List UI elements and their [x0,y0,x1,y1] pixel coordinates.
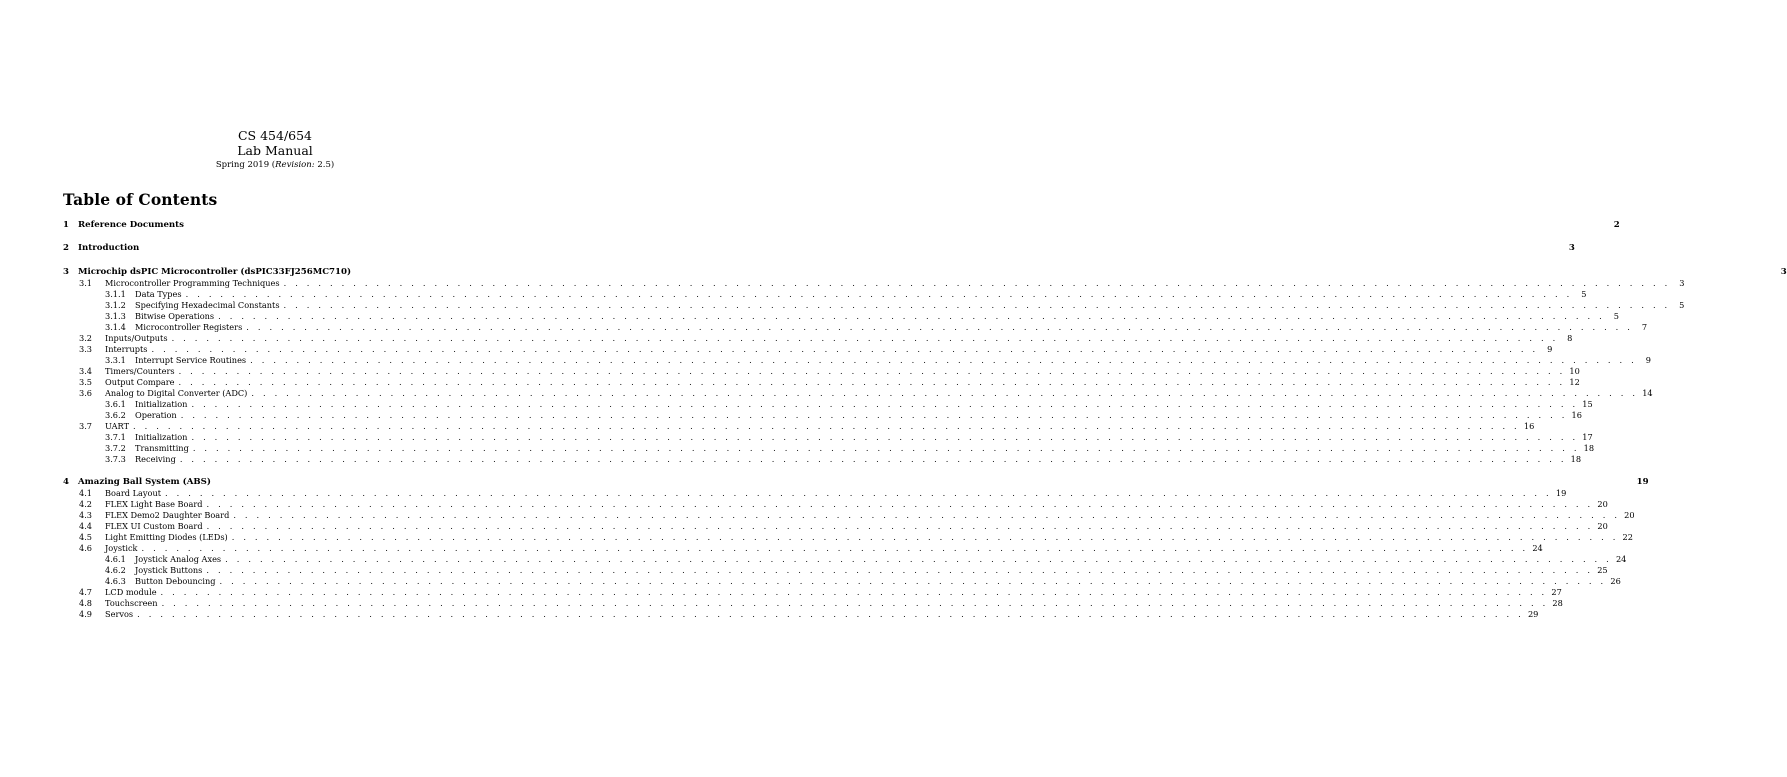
semester-text: Spring 2019 ( [215,160,276,170]
toc-entry-number: 4.2 [79,499,93,509]
toc-entry-page: 16 [1523,420,1535,431]
toc-leader-dots: . . . . . . . . . . . . . . . . . . . . . . . . . . . . . . . . . . . . . . . . . . . . . . . . . . . . . . . . . . . . . . . . . . . . . . . . . . . . . . . . . . . . . . . . . . . . . . . . . . . . . . . . . . . . . . . . . . . . . . . . [283,277,1671,288]
toc-entry-title: Specifying Hexadecimal Constants [135,299,280,310]
toc-entry-page: 7 [1641,321,1648,332]
toc-entry-number: 4.8 [79,598,93,608]
toc-entry-title: FLEX Light Base Board [105,499,203,509]
toc-entry-number: 3.6.2 [105,409,126,420]
toc-entry-page: 19 [1636,477,1649,487]
toc-leader-dots: . . . . . . . . . . . . . . . . . . . . . . . . . . . . . . . . . . . . . . . . . . . . . . . . . . . . . . . . . . . . . . . . . . . . . . . . . . . . . . . . . . . . . . . . . . . . . . . . . . . . . . . . . . . . . . . . . . . . . . . . [206,499,1594,509]
toc-leader-dots: . . . . . . . . . . . . . . . . . . . . . . . . . . . . . . . . . . . . . . . . . . . . . . . . . . . . . . . . . . . . . . . . . . . . . . . . . . . . . . . . . . . . . . . . . . . . . . . . . . . . . . . . . . . . . . . . . . . . . . . . [219,576,1607,586]
toc-entry-title: Light Emitting Diodes (LEDs) [105,532,228,542]
toc-leader-dots: . . . . . . . . . . . . . . . . . . . . . . . . . . . . . . . . . . . . . . . . . . . . . . . . . . . . . . . . . . . . . . . . . . . . . . . . . . . . . . . . . . . . . . . . . . . . . . . . . . . . . . . . . . . . . . . . . . . . . . . . [178,376,1566,387]
toc-entry-page: 18 [1583,442,1595,453]
toc-entry-number: 4.7 [79,587,93,597]
toc-entry-number: 3.6 [79,387,93,398]
toc-entry-page: 19 [1555,488,1567,498]
toc-entry-page: 9 [1645,354,1651,365]
toc-entry-number: 4.6.3 [105,576,126,586]
toc-leader-dots: . . . . . . . . . . . . . . . . . . . . . . . . . . . . . . . . . . . . . . . . . . . . . . . . . . . . . . . . . . . . . . . . . . . . . . . . . . . . . . . . . . . . . . . . . . . . . . . . . . . . . . . . . . . . . . . . . . . . . . . . [246,321,1634,332]
toc-entry-page: 24 [1532,543,1543,553]
toc-leader-dots: . . . . . . . . . . . . . . . . . . . . . . . . . . . . . . . . . . . . . . . . . . . . . . . . . . . . . . . . . . . . . . . . . . . . . . . . . . . . . . . . . . . . . . . . . . . . . . . . . . . . . . . . . . . . . . . . . . . . . . . . [133,420,1520,431]
toc-entry-number: 4 [63,477,69,487]
toc-entry-page: 8 [1567,332,1573,343]
toc-leader-dots: . . . . . . . . . . . . . . . . . . . . . . . . . . . . . . . . . . . . . . . . . . . . . . . . . . . . . . . . . . . . . . . . . . . . . . . . . . . . . . . . . . . . . . . . . . . . . . . . . . . . . . . . . . . . . . . . . . . . . . . . [225,554,1612,564]
toc-leader-dots: . . . . . . . . . . . . . . . . . . . . . . . . . . . . . . . . . . . . . . . . . . . . . . . . . . . . . . . . . . . . . . . . . . . . . . . . . . . . . . . . . . . . . . . . . . . . . . . . . . . . . . . . . . . . . . . . . . . . . . . . [192,442,1580,453]
toc-leader-dots: . . . . . . . . . . . . . . . . . . . . . . . . . . . . . . . . . . . . . . . . . . . . . . . . . . . . . . . . . . . . . . . . . . . . . . . . . . . . . . . . . . . . . . . . . . . . . . . . . . . . . . . . . . . . . . . . . . . . . . . . [283,299,1671,310]
toc-entry-number: 3.5 [79,376,93,387]
toc-entry-page: 20 [1624,510,1635,520]
toc-entry-title: Initialization [135,431,188,442]
toc-leader-dots: . . . . . . . . . . . . . . . . . . . . . . . . . . . . . . . . . . . . . . . . . . . . . . . . . . . . . . . . . . . . . . . . . . . . . . . . . . . . . . . . . . . . . . . . . . . . . . . . . . . . . . . . . . . . . . . . . . . . . . . . [151,343,1539,354]
toc-entry-title: Inputs/Outputs [105,332,168,343]
toc-entry-page: 5 [1581,288,1587,299]
toc-entry-page: 27 [1551,587,1562,597]
toc-entry-title: FLEX UI Custom Board [105,521,203,531]
toc-leader-dots: . . . . . . . . . . . . . . . . . . . . . . . . . . . . . . . . . . . . . . . . . . . . . . . . . . . . . . . . . . . . . . . . . . . . . . . . . . . . . . . . . . . . . . . . . . . . . . . . . . . . . . . . . . . . . . . . . . . . . . . . [171,332,1559,343]
toc-entry-title: Interrupts [105,343,148,354]
toc-entry-page: 18 [1570,453,1582,464]
toc-leader-dots: . . . . . . . . . . . . . . . . . . . . . . . . . . . . . . . . . . . . . . . . . . . . . . . . . . . . . . . . . . . . . . . . . . . . . . . . . . . . . . . . . . . . . . . . . . . . . . . . . . . . . . . . . . . . . . . . . . . . . . . . [191,398,1579,409]
toc-leader-dots: . . . . . . . . . . . . . . . . . . . . . . . . . . . . . . . . . . . . . . . . . . . . . . . . . . . . . . . . . . . . . . . . . . . . . . . . . . . . . . . . . . . . . . . . . . . . . . . . . . . . . . . . . . . . . . . . . . . . . . . . [161,598,1549,608]
toc-entry-page: 25 [1597,565,1608,575]
toc-entry-title: Joystick Buttons [135,565,203,575]
toc-entry-number: 3.4 [79,365,93,376]
toc-entry-page: 26 [1610,576,1621,586]
toc-entry-title: FLEX Demo2 Daughter Board [105,510,230,520]
toc-entry-title: Bitwise Operations [135,310,215,321]
toc-entry-number: 4.5 [79,532,93,542]
toc-entry-title: Microchip dsPIC Microcontroller (dsPIC33FJ256MC710) [78,266,352,277]
toc-leader-dots: . . . . . . . . . . . . . . . . . . . . . . . . . . . . . . . . . . . . . . . . . . . . . . . . . . . . . . . . . . . . . . . . . . . . . . . . . . . . . . . . . . . . . . . . . . . . . . . . . . . . . . . . . . . . . . . . . . . . . . . . [180,409,1568,420]
toc-entry-page: 15 [1582,398,1593,409]
toc-entry-title: LCD module [105,587,157,597]
toc-leader-dots: . . . . . . . . . . . . . . . . . . . . . . . . . . . . . . . . . . . . . . . . . . . . . . . . . . . . . . . . . . . . . . . . . . . . . . . . . . . . . . . . . . . . . . . . . . . . . . . . . . . . . . . . . . . . . . . . . . . . . . . . [137,609,1524,619]
toc-entry-page: 3 [1679,277,1685,288]
toc-leader-dots: . . . . . . . . . . . . . . . . . . . . . . . . . . . . . . . . . . . . . . . . . . . . . . . . . . . . . . . . . . . . . . . . . . . . . . . . . . . . . . . . . . . . . . . . . . . . . . . . . . . . . . . . . . . . . . . . . . . . . . . . [218,310,1605,321]
toc-entry-title: UART [105,420,130,431]
toc-entry-page: 20 [1597,521,1608,531]
toc-entry[interactable] [63,453,1582,465]
toc-leader-dots: . . . . . . . . . . . . . . . . . . . . . . . . . . . . . . . . . . . . . . . . . . . . . . . . . . . . . . . . . . . . . . . . . . . . . . . . . . . . . . . . . . . . . . . . . . . . . . . . . . . . . . . . . . . . . . . . . . . . . . . . [231,532,1619,542]
toc-entry-page: 14 [1642,387,1653,398]
toc-entry-title: Microcontroller Programming Techniques [105,277,280,288]
toc-entry-title: Touchscreen [105,598,158,608]
toc-entry-title: Output Compare [105,376,175,387]
toc-leader-dots: . . . . . . . . . . . . . . . . . . . . . . . . . . . . . . . . . . . . . . . . . . . . . . . . . . . . . . . . . . . . . . . . . . . . . . . . . . . . . . . . . . . . . . . . . . . . . . . . . . . . . . . . . . . . . . . . . . . . . . . . [141,543,1529,553]
toc-entry-page: 3 [1780,266,1787,277]
toc-leader-dots: . . . . . . . . . . . . . . . . . . . . . . . . . . . . . . . . . . . . . . . . . . . . . . . . . . . . . . . . . . . . . . . . . . . . . . . . . . . . . . . . . . . . . . . . . . . . . . . . . . . . . . . . . . . . . . . . . . . . . . . . [206,521,1594,531]
toc-entry-number: 3.7.3 [105,453,126,464]
toc-entry-title: Data Types [135,288,182,299]
toc-entry-number: 4.4 [79,521,93,531]
toc-entry-number: 3 [63,266,69,277]
toc-entry-number: 4.6.2 [105,565,126,575]
toc-entry-number: 3.1.1 [105,288,126,299]
toc-entry-title: Initialization [135,398,188,409]
toc-entry-title: Amazing Ball System (ABS) [78,477,211,487]
toc-heading: Table of Contents [63,190,218,209]
toc-entry-page: 3 [1568,243,1575,253]
toc-entry-page: 5 [1613,310,1619,321]
toc-entry-number: 3.1 [79,277,93,288]
toc-entry-number: 2 [63,243,69,253]
toc-entry-number: 4.6.1 [105,554,126,564]
toc-leader-dots: . . . . . . . . . . . . . . . . . . . . . . . . . . . . . . . . . . . . . . . . . . . . . . . . . . . . . . . . . . . . . . . . . . . . . . . . . . . . . . . . . . . . . . . . . . . . . . . . . . . . . . . . . . . . . . . . . . . . . . . . [191,431,1579,442]
toc-entry-number: 3.6.1 [105,398,126,409]
toc-entry-number: 3.3.1 [105,354,126,365]
toc-leader-dots: . . . . . . . . . . . . . . . . . . . . . . . . . . . . . . . . . . . . . . . . . . . . . . . . . . . . . . . . . . . . . . . . . . . . . . . . . . . . . . . . . . . . . . . . . . . . . . . . . . . . . . . . . . . . . . . . . . . . . . . . [250,354,1637,365]
toc-entry-number: 3.1.3 [105,310,126,321]
toc-entry-page: 24 [1615,554,1627,564]
toc-entry-page: 10 [1569,365,1580,376]
document-title: Lab Manual [237,143,313,158]
toc-entry-number: 3.7.1 [105,431,126,442]
toc-entry-number: 4.6 [79,543,93,553]
toc-entry-title: Timers/Counters [105,365,175,376]
toc-leader-dots: . . . . . . . . . . . . . . . . . . . . . . . . . . . . . . . . . . . . . . . . . . . . . . . . . . . . . . . . . . . . . . . . . . . . . . . . . . . . . . . . . . . . . . . . . . . . . . . . . . . . . . . . . . . . . . . . . . . . . . . . [179,453,1567,464]
toc-entry-title: Operation [135,409,177,420]
toc-entry-title: Introduction [78,243,140,253]
toc-entry-title: Interrupt Service Routines [135,354,247,365]
toc-entry-page: 20 [1597,499,1608,509]
toc-entry-number: 3.1.2 [105,299,126,310]
course-code: CS 454/654 [237,128,313,143]
toc-entry-title: Servos [105,609,134,619]
toc-entry[interactable] [63,219,1620,231]
toc-entry-title: Reference Documents [78,219,184,230]
toc-entry-page: 29 [1527,609,1539,619]
toc-entry-page: 12 [1569,376,1580,387]
toc-entry-title: Microcontroller Registers [135,321,243,332]
toc-entry-number: 3.7.2 [105,442,126,453]
toc-entry-number: 3.7 [79,420,93,431]
toc-leader-dots: . . . . . . . . . . . . . . . . . . . . . . . . . . . . . . . . . . . . . . . . . . . . . . . . . . . . . . . . . . . . . . . . . . . . . . . . . . . . . . . . . . . . . . . . . . . . . . . . . . . . . . . . . . . . . . . . . . . . . . . . [178,365,1566,376]
toc-entry-number: 4.1 [79,488,93,498]
toc-entry-page: 22 [1622,532,1633,542]
toc-entry[interactable] [63,608,1539,620]
toc-entry-number: 3.3 [79,343,93,354]
toc-entry-title: Analog to Digital Converter (ADC) [105,387,248,398]
toc-leader-dots: . . . . . . . . . . . . . . . . . . . . . . . . . . . . . . . . . . . . . . . . . . . . . . . . . . . . . . . . . . . . . . . . . . . . . . . . . . . . . . . . . . . . . . . . . . . . . . . . . . . . . . . . . . . . . . . . . . . . . . . . [251,387,1639,398]
toc-entry-title: Receiving [135,453,176,464]
toc-entry-number: 3.1.4 [105,321,126,332]
toc-entry-title: Joystick Analog Axes [135,554,222,564]
toc-entry-title: Transmitting [135,442,189,453]
toc-entry-page: 5 [1679,299,1685,310]
toc-leader-dots: . . . . . . . . . . . . . . . . . . . . . . . . . . . . . . . . . . . . . . . . . . . . . . . . . . . . . . . . . . . . . . . . . . . . . . . . . . . . . . . . . . . . . . . . . . . . . . . . . . . . . . . . . . . . . . . . . . . . . . . . [160,587,1548,597]
toc-entry-number: 4.3 [79,510,93,520]
toc-leader-dots: . . . . . . . . . . . . . . . . . . . . . . . . . . . . . . . . . . . . . . . . . . . . . . . . . . . . . . . . . . . . . . . . . . . . . . . . . . . . . . . . . . . . . . . . . . . . . . . . . . . . . . . . . . . . . . . . . . . . . . . . [206,565,1594,575]
toc-entry-title: Board Layout [105,488,162,498]
toc-entry-page: 9 [1547,343,1553,354]
toc-entry-title: Joystick [105,543,138,553]
toc-leader-dots: . . . . . . . . . . . . . . . . . . . . . . . . . . . . . . . . . . . . . . . . . . . . . . . . . . . . . . . . . . . . . . . . . . . . . . . . . . . . . . . . . . . . . . . . . . . . . . . . . . . . . . . . . . . . . . . . . . . . . . . . [233,510,1621,520]
toc-entry-page: 2 [1613,219,1620,230]
toc-leader-dots: . . . . . . . . . . . . . . . . . . . . . . . . . . . . . . . . . . . . . . . . . . . . . . . . . . . . . . . . . . . . . . . . . . . . . . . . . . . . . . . . . . . . . . . . . . . . . . . . . . . . . . . . . . . . . . . . . . . . . . . . [185,288,1573,299]
toc-entry-title: Button Debouncing [135,576,216,586]
toc-entry-page: 16 [1571,409,1582,420]
toc-entry-page: 17 [1582,431,1593,442]
revision-label: Revision: [275,160,315,170]
toc-entry-page: 28 [1552,598,1563,608]
revision-value: 2.5) [314,160,335,170]
toc-entry-number: 4.9 [79,609,93,619]
toc-entry[interactable] [63,242,1575,254]
toc-entry-number: 3.2 [79,332,93,343]
toc-entry-number: 1 [63,219,69,230]
toc-leader-dots: . . . . . . . . . . . . . . . . . . . . . . . . . . . . . . . . . . . . . . . . . . . . . . . . . . . . . . . . . . . . . . . . . . . . . . . . . . . . . . . . . . . . . . . . . . . . . . . . . . . . . . . . . . . . . . . . . . . . . . . . [165,488,1552,498]
